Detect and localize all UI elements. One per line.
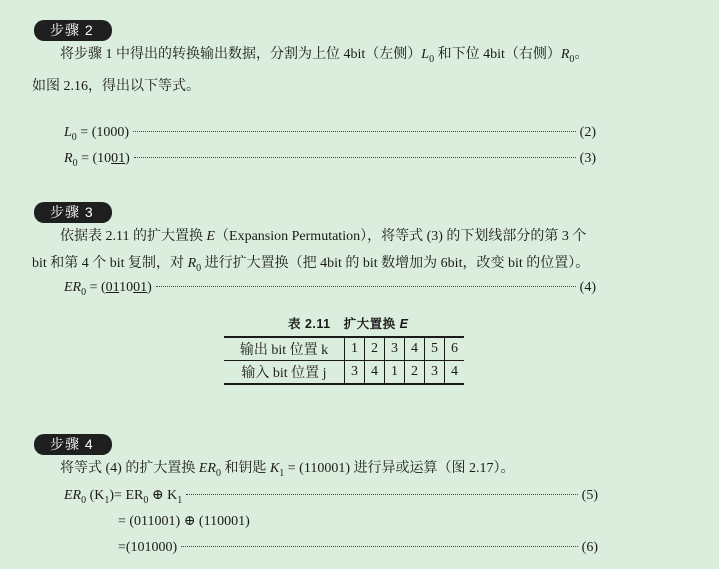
table-cell: 1	[385, 361, 405, 385]
table-row	[224, 337, 464, 361]
expansion-permutation-table	[224, 336, 464, 385]
table-cell: 4	[445, 361, 465, 385]
table-caption: 表 2.11 扩大置换 E	[288, 317, 409, 331]
table-row	[224, 361, 464, 385]
table-cell: 3	[345, 361, 365, 385]
step-4-label: 步骤 4	[34, 434, 112, 455]
table-cell: 6	[445, 337, 465, 361]
row-header-output: 输出 bit 位置 k	[239, 343, 329, 358]
step-4-paragraph: 将等式 (4) 的扩大置换 $ER_0$ 和钥匙 $K_1 = (110001)$ 进行异或运算（图 2.17）。	[60, 461, 515, 479]
table-cell: 4	[365, 361, 385, 385]
table-cell: 4	[405, 337, 425, 361]
equation-4: $ER_0 = (011001)$ (4)	[64, 280, 596, 298]
equation-2: $L_0 = (1000)$ (2)	[64, 125, 596, 143]
equation-6: =(101000) (6)	[118, 540, 598, 555]
step-3-paragraph: 依据表 2.11 的扩大置换 E（Expansion Permutation），将等式 (3) 的下划线部分的第 3 个 bit 和第 4 个 bit 复制，对 $R_0$ 进行扩大置换（把 4bit 的 bit 数增加为 6bit，改变 bit 的位置）。	[32, 229, 590, 274]
step-2-label: 步骤 2	[34, 20, 112, 41]
row-header-input: 输入 bit 位置 j	[224, 361, 345, 385]
table-cell: 5	[425, 337, 445, 361]
table-cell: 2	[365, 337, 385, 361]
equation-5: $ER_0$ $(K_1)= ER_0$ ⊕ $K_1$ (5)	[64, 488, 598, 506]
equation-5-expansion: = (011001) ⊕ (110001)	[118, 514, 250, 529]
step-3-label: 步骤 3	[34, 202, 112, 223]
table-cell: 1	[345, 337, 365, 361]
equation-3: $R_0 = (1001)$ (3)	[64, 151, 596, 169]
table-cell: 3	[425, 361, 445, 385]
step-2-paragraph: 将步骤 1 中得出的转换输出数据，分割为上位 4bit（左侧）$L_0$ 和下位 4bit（右侧）$R_0$。 如图 2.16，得出以下等式。	[32, 47, 589, 94]
table-cell: 3	[385, 337, 405, 361]
table-cell: 2	[405, 361, 425, 385]
